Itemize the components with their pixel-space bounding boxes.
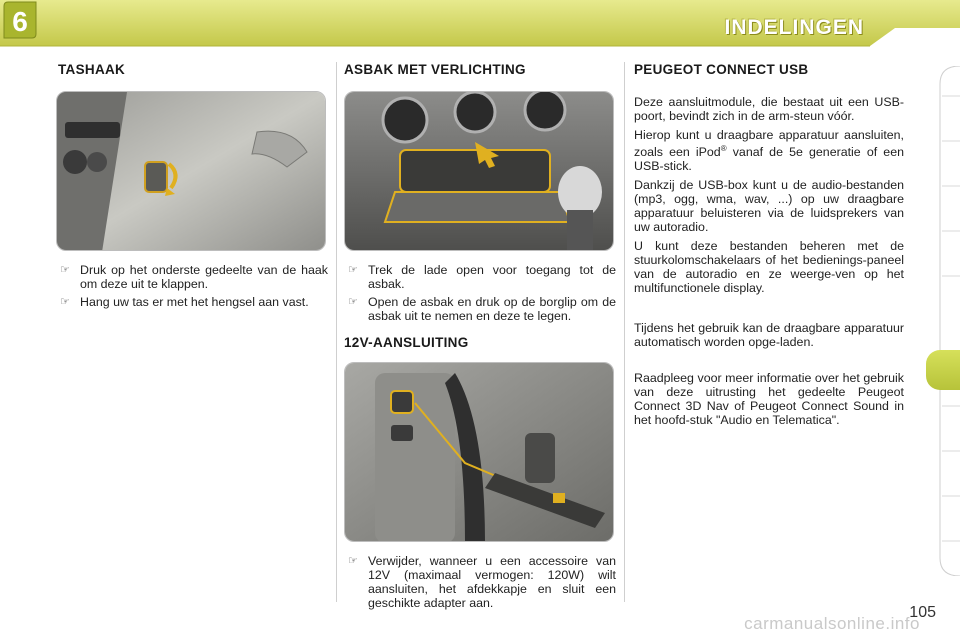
hand-pointer-icon: ☞: [60, 264, 70, 276]
page-number: 105: [909, 604, 936, 621]
section-heading: 12V-AANSLUITING: [344, 335, 469, 350]
active-chapter-tab[interactable]: [926, 350, 960, 390]
paragraph: Dankzij de USB-box kunt u de audio-bestanden (mp3, ogg, wma, wav, ...) op uw draagbare apparatuur beluisteren via de luidsprekers van uw autoradio.: [634, 178, 904, 235]
paragraph: Tijdens het gebruik kan de draagbare apparatuur automatisch worden opge-laden.: [634, 321, 904, 350]
section-heading: ASBAK MET VERLICHTING: [344, 62, 526, 77]
asbak-instructions: [344, 263, 616, 323]
watermark: carmanualsonline.info: [744, 614, 920, 633]
chapter-title: INDELINGEN: [724, 16, 864, 39]
chapter-header: [0, 0, 960, 50]
list-item: ☞ Druk op het onderste gedeelte van de haak om deze uit te klappen.: [60, 263, 328, 291]
tashaak-instructions: [56, 263, 328, 309]
tab-strip-outline: [930, 66, 960, 576]
chapter-tab-strip: [930, 66, 960, 576]
paragraph: Hierop kunt u draagbare apparatuur aansluiten, zoals een iPod® vanaf de 5e generatie of een USB-stick.: [634, 128, 904, 174]
section-heading: PEUGEOT CONNECT USB: [634, 62, 809, 77]
list-item: ☞ Hang uw tas er met het hengsel aan vast.: [60, 295, 309, 309]
bag-hook-photo: [56, 91, 326, 251]
list-item: ☞ Trek de lade open voor toegang tot de asbak.: [348, 263, 616, 291]
section-tashaak: [56, 62, 328, 313]
hand-pointer-icon: ☞: [348, 555, 358, 567]
list-item: ☞ Open de asbak en druk op de borglip om de asbak uit te nemen en deze te legen.: [348, 295, 616, 323]
chapter-number-badge: [0, 0, 38, 40]
section-asbak: [344, 62, 616, 614]
hand-pointer-icon: ☞: [348, 296, 358, 308]
column-divider: [624, 62, 625, 602]
paragraph: Raadpleeg voor meer informatie over het gebruik van deze uitrusting het gedeelte Peugeot Connect 3D Nav of Peugeot Connect Sound in het hoofd-stuk "Audio en Telematica".: [634, 371, 904, 428]
usb-text: [634, 95, 904, 427]
ashtray-photo: [344, 91, 614, 251]
section-usb: [634, 62, 904, 432]
power-socket-photo: [344, 362, 614, 542]
column-divider: [336, 62, 337, 602]
paragraph: Deze aansluitmodule, die bestaat uit een USB-poort, bevindt zich in de arm-steun vóór.: [634, 95, 904, 123]
hand-pointer-icon: ☞: [60, 296, 70, 308]
section-heading: TASHAAK: [58, 62, 126, 77]
hand-pointer-icon: ☞: [348, 264, 358, 276]
chapter-number: 6: [12, 6, 28, 37]
list-item: ☞ Verwijder, wanneer u een accessoire van 12V (maximaal vermogen: 120W) wilt aansluiten, het afdekkapje en sluit een geschikte adapter aan.: [348, 554, 616, 610]
paragraph: U kunt deze bestanden beheren met de stuurkolomschakelaars of het bedienings-paneel van de autoradio en ze weerge-ven op het multifunctionele display.: [634, 239, 904, 296]
aansluiting-instructions: [344, 554, 616, 610]
